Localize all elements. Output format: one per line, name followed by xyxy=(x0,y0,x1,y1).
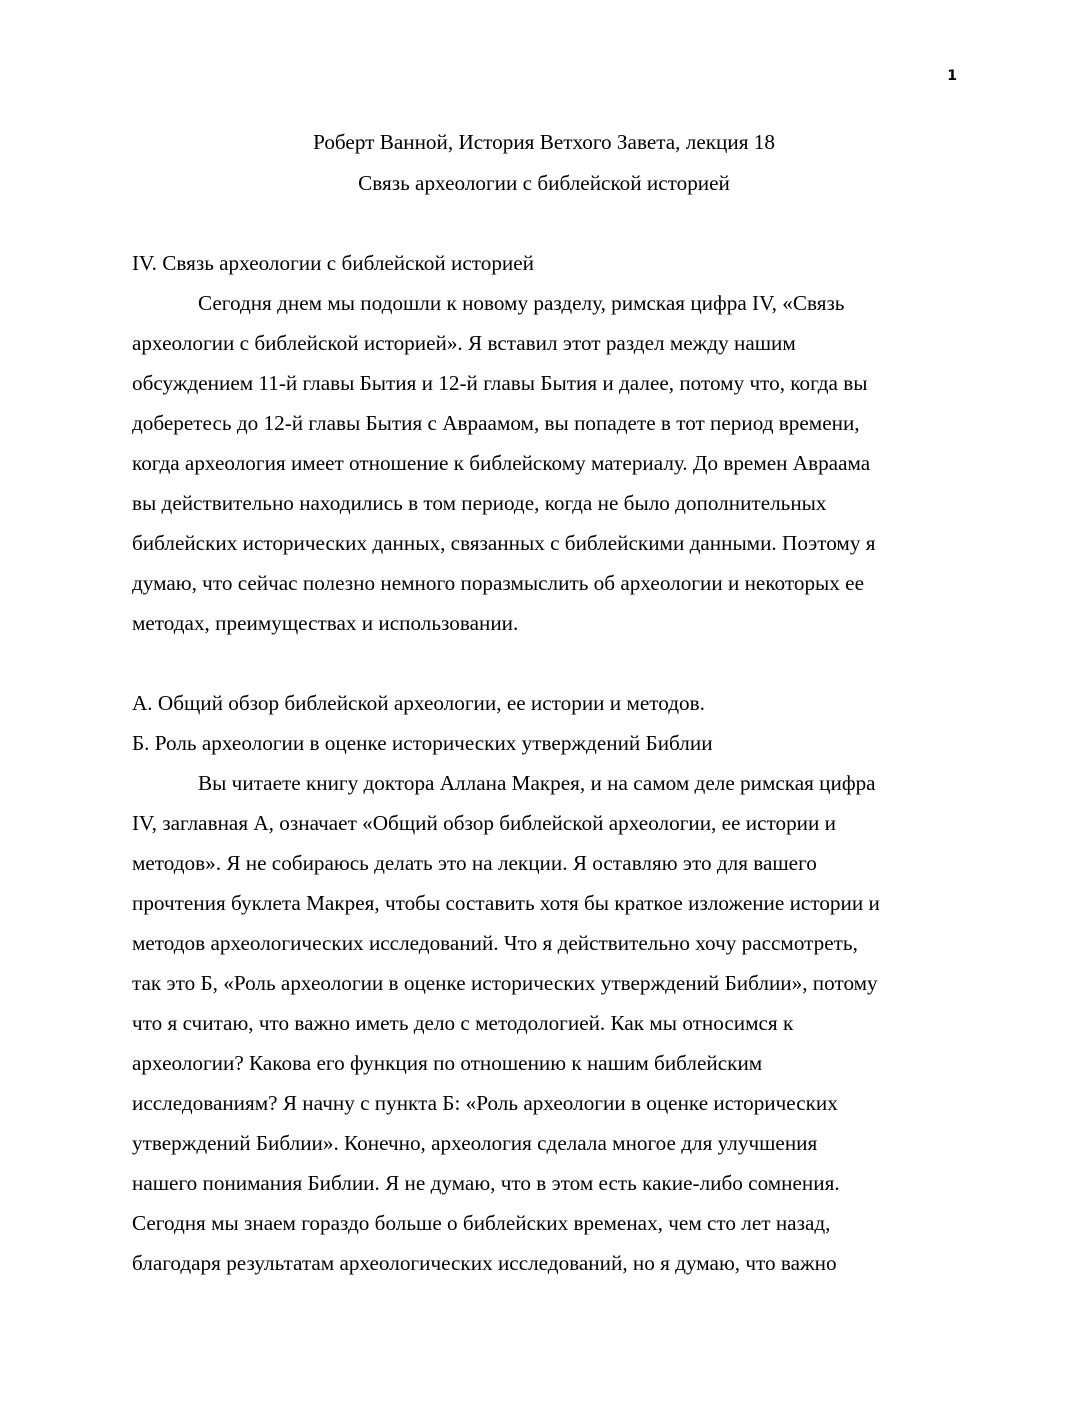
paragraph-line: исследованиям? Я начну с пункта Б: «Роль археологии в оценке исторических xyxy=(132,1091,838,1115)
paragraph-line: Вы читаете книгу доктора Аллана Макрея, и на самом деле римская цифра xyxy=(198,771,876,795)
paragraph-line: Сегодня днем мы подошли к новому разделу, римская цифра IV, «Связь xyxy=(198,291,845,315)
paragraph-line: так это Б, «Роль археологии в оценке исторических утверждений Библии», потому xyxy=(132,971,878,995)
document-subtitle: Связь археологии с библейской историей xyxy=(358,171,730,195)
paragraph-line: когда археология имеет отношение к библейскому материалу. До времен Авраама xyxy=(132,451,871,475)
paragraph-line: прочтения буклета Макрея, чтобы составить хотя бы краткое изложение истории и xyxy=(132,891,880,915)
paragraph-line: обсуждением 11-й главы Бытия и 12-й главы Бытия и далее, потому что, когда вы xyxy=(132,371,868,395)
paragraph-line: библейских исторических данных, связанных с библейскими данными. Поэтому я xyxy=(132,531,876,555)
paragraph-line: методах, преимуществах и использовании. xyxy=(132,611,519,635)
page-number: 1 xyxy=(947,68,957,84)
paragraph-line: IV, заглавная А, означает «Общий обзор библейской археологии, ее истории и xyxy=(132,811,836,835)
subsection-a-heading: А. Общий обзор библейской археологии, ее истории и методов. xyxy=(132,691,705,715)
paragraph-line: вы действительно находились в том периоде, когда не было дополнительных xyxy=(132,491,827,515)
paragraph-line: что я считаю, что важно иметь дело с методологией. Как мы относимся к xyxy=(132,1011,794,1035)
paragraph-line: нашего понимания Библии. Я не думаю, что в этом есть какие-либо сомнения. xyxy=(132,1171,840,1195)
paragraph-line: археологии с библейской историей». Я вставил этот раздел между нашим xyxy=(132,331,796,355)
paragraph-line: методов». Я не собираюсь делать это на лекции. Я оставляю это для вашего xyxy=(132,851,817,875)
paragraph-line: доберетесь до 12-й главы Бытия с Авраамом, вы попадете в тот период времени, xyxy=(132,411,860,435)
section-heading: IV. Связь археологии с библейской историей xyxy=(132,251,534,275)
paragraph-line: методов археологических исследований. Что я действительно хочу рассмотреть, xyxy=(132,931,858,955)
subsection-b-heading: Б. Роль археологии в оценке исторических утверждений Библии xyxy=(132,731,713,755)
paragraph-line: археологии? Какова его функция по отношению к нашим библейским xyxy=(132,1051,763,1075)
paragraph-line: Сегодня мы знаем гораздо больше о библейских временах, чем сто лет назад, xyxy=(132,1211,831,1235)
document-title: Роберт Ванной, История Ветхого Завета, лекция 18 xyxy=(313,130,775,154)
paragraph-line: утверждений Библии». Конечно, археология сделала многое для улучшения xyxy=(132,1131,818,1155)
paragraph-line: благодаря результатам археологических исследований, но я думаю, что важно xyxy=(132,1251,837,1275)
paragraph-line: думаю, что сейчас полезно немного поразмыслить об археологии и некоторых ее xyxy=(132,571,864,595)
